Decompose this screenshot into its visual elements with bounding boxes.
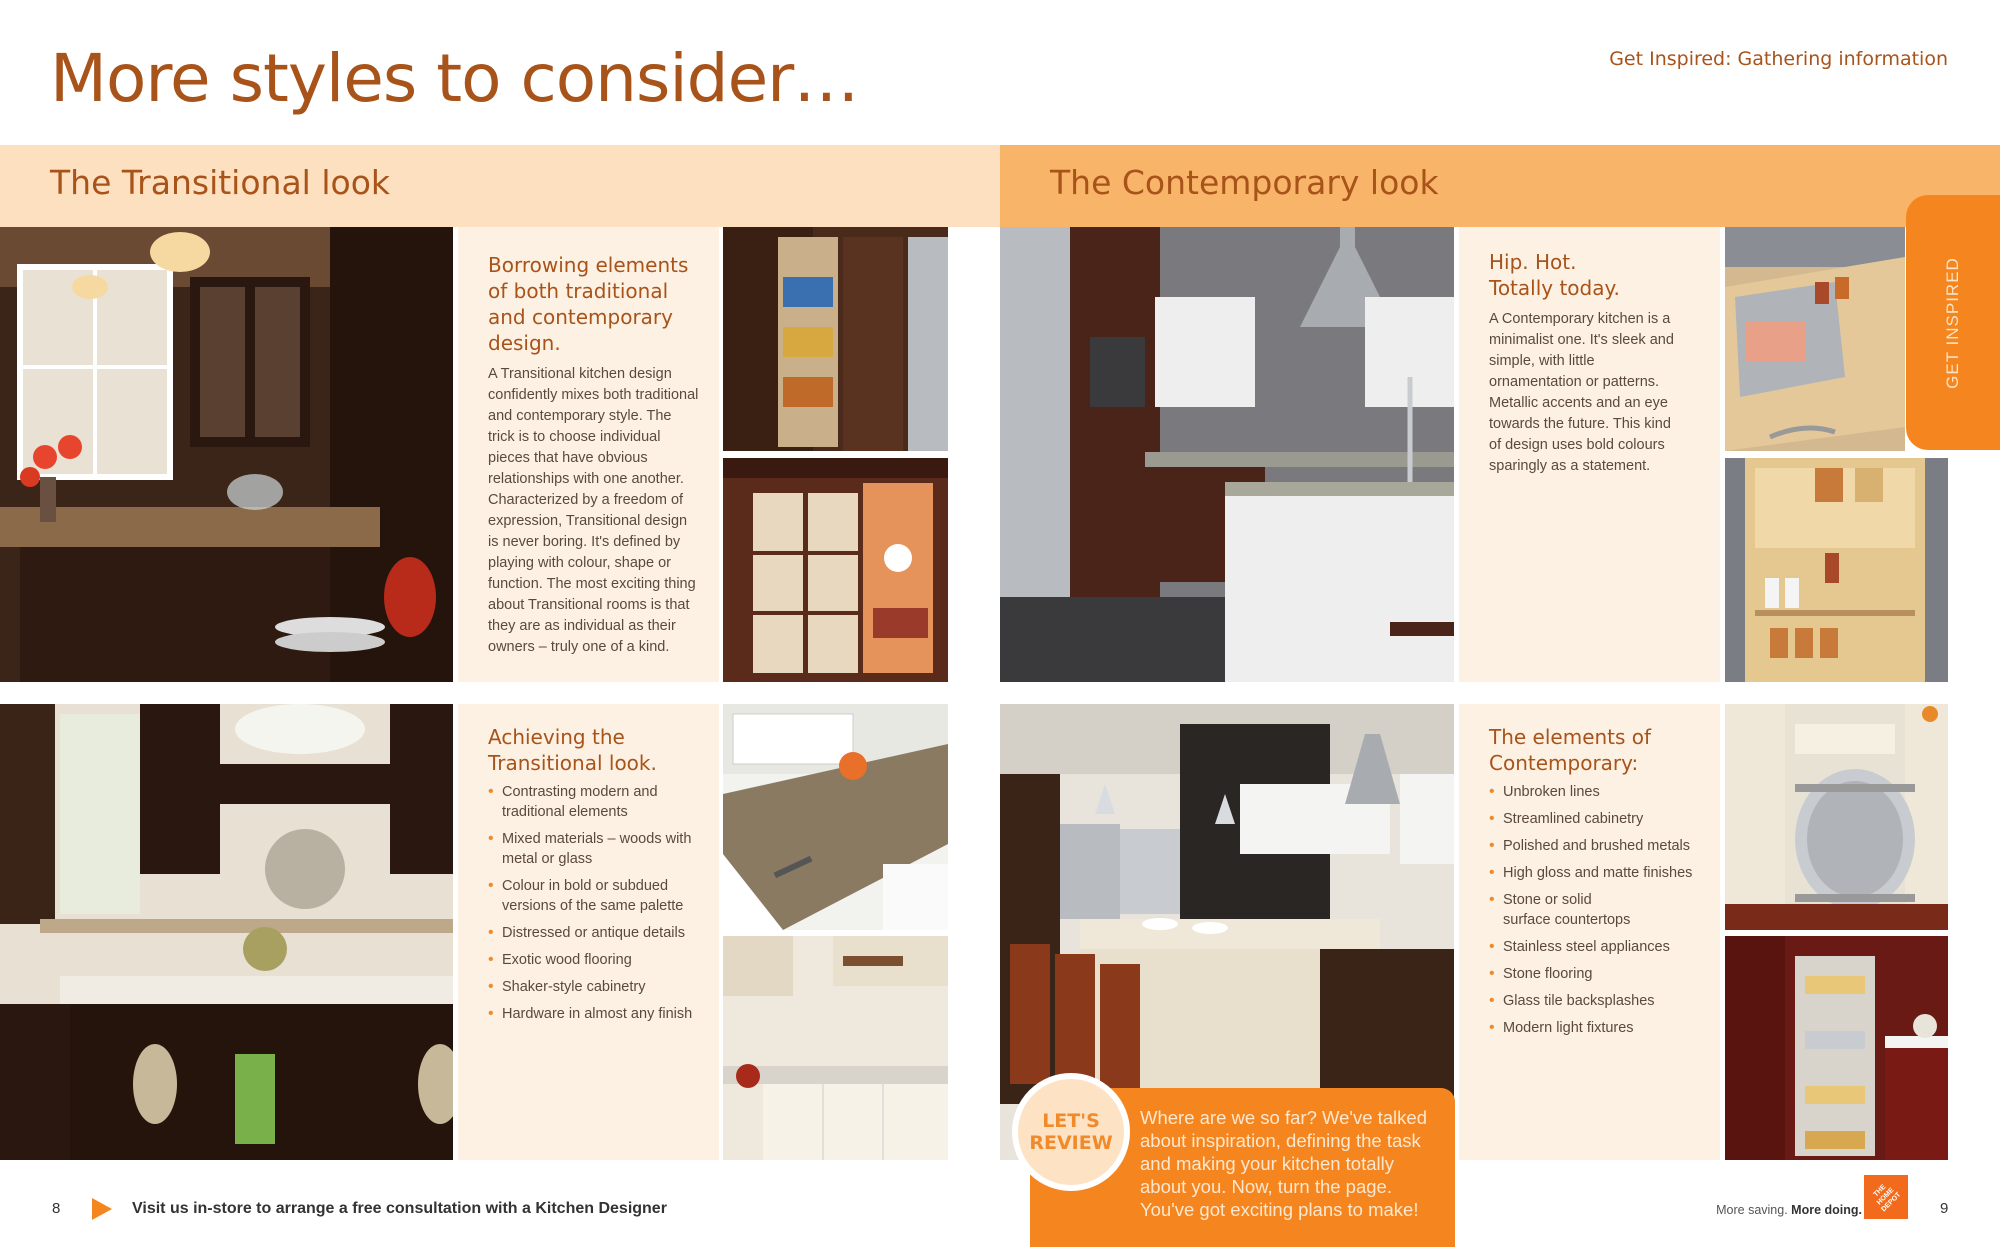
list-item: • High gloss and matte finishes (1489, 863, 1702, 883)
section-label: Get Inspired: Gathering information (1609, 48, 1948, 70)
contemporary-intro-body: A Contemporary kitchen is a minimalist one. It's sleek and simple, with little ornamentation or patterns. Metallic accents and an eye towards the future. This kind of design uses bold colours sparingly as a statement. (1489, 311, 1674, 474)
pantry-pullout-photo (723, 227, 948, 451)
transitional-kitchen-photo (0, 227, 453, 682)
transitional-island-photo (0, 704, 453, 1160)
page-title: More styles to consider… (50, 40, 859, 117)
transitional-elements-list (488, 782, 701, 1024)
list-item: • Glass tile backsplashes (1489, 991, 1702, 1011)
right-page-number: 9 (1940, 1200, 1949, 1217)
transitional-heading-band (0, 145, 1000, 227)
list-item: • Mixed materials – woods with metal or glass (488, 829, 701, 869)
contemporary-elements-list (1489, 782, 1702, 1038)
list-item: • Stone flooring (1489, 964, 1702, 984)
pantry-shelves-photo (1725, 936, 1948, 1160)
transitional-elements-title: Achieving the Transitional look. (488, 725, 657, 775)
lets-review-badge (1012, 1073, 1130, 1191)
drawer-organizer-photo (1725, 227, 1905, 451)
list-item: • Distressed or antique details (488, 923, 701, 943)
contemporary-heading-band (1000, 145, 2000, 227)
transitional-intro-panel (458, 227, 719, 682)
list-item: • Exotic wood flooring (488, 950, 701, 970)
list-item: • Polished and brushed metals (1489, 836, 1702, 856)
list-item: • Stone or solid surface countertops (1489, 890, 1639, 930)
contemporary-heading: The Contemporary look (1050, 163, 1439, 202)
transitional-elements-panel (458, 704, 719, 1160)
tagline (1716, 1203, 1862, 1217)
contemporary-intro-panel (1459, 227, 1720, 682)
tagline-regular: More saving. (1716, 1203, 1788, 1217)
consultation-cta: Visit us in-store to arrange a free consultation with a Kitchen Designer (132, 1200, 667, 1217)
transitional-intro-body: A Transitional kitchen design confidently mixes both traditional and contemporary style. The trick is to choose individual pieces that have obvious relationships with one another. Characterized by a freedom of expression, Transitional design is never boring. It's defined by playing with colour, shape or function. The most exciting thing about Transitional rooms is that they are as individual as their owners – truly one of a kind. (488, 366, 699, 655)
home-depot-logo-text: THE HOME DEPOT (1872, 1183, 1903, 1214)
get-inspired-tab[interactable] (1906, 195, 2000, 450)
list-item: • Hardware in almost any finish (488, 1004, 701, 1024)
butcher-block-counter-photo (723, 704, 948, 930)
play-arrow-icon (92, 1198, 112, 1220)
white-cabinets-photo (723, 936, 948, 1160)
spice-rack-photo (1725, 458, 1948, 682)
list-item: • Unbroken lines (1489, 782, 1702, 802)
home-depot-logo (1864, 1175, 1908, 1219)
get-inspired-tab-label: GET INSPIRED (1943, 256, 1962, 389)
glass-cabinet-photo (723, 458, 948, 682)
tagline-bold: More doing. (1791, 1203, 1862, 1217)
left-page-number: 8 (52, 1200, 61, 1217)
list-item: • Shaker-style cabinetry (488, 977, 701, 997)
list-item: • Colour in bold or subdued versions of the same palette (488, 876, 701, 916)
list-item: • Streamlined cabinetry (1489, 809, 1702, 829)
review-text: Where are we so far? We've talked about inspiration, defining the task and making your kitchen totally about you. Now, turn the page. You've got exciting plans to make! (1140, 1107, 1427, 1220)
tray-pullout-photo (1725, 704, 1948, 930)
contemporary-elements-title: The elements of Contemporary: (1489, 725, 1652, 775)
transitional-heading: The Transitional look (50, 163, 390, 202)
list-item: • Modern light fixtures (1489, 1018, 1702, 1038)
contemporary-elements-panel (1459, 704, 1720, 1160)
list-item: • Contrasting modern and traditional elements (488, 782, 701, 822)
list-item: • Stainless steel appliances (1489, 937, 1702, 957)
contemporary-kitchen-photo (1000, 227, 1454, 682)
contemporary-intro-title: Hip. Hot. Totally today. (1489, 250, 1620, 300)
transitional-intro-title: Borrowing elements of both traditional and contemporary design. (488, 253, 689, 355)
lets-review-label: LET'S REVIEW (1029, 1110, 1113, 1154)
